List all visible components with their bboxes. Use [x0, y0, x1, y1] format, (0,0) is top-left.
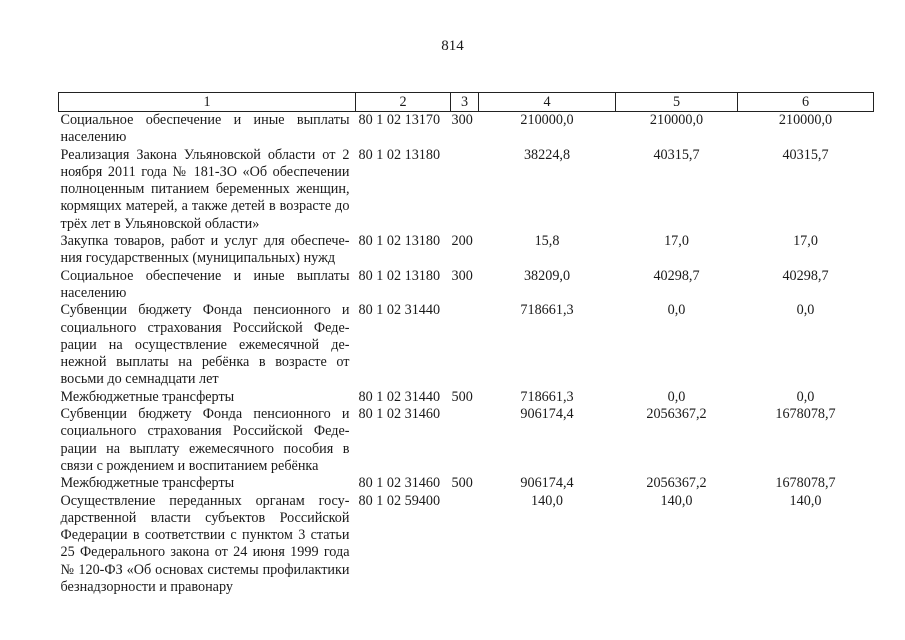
table-row: [59, 493, 874, 597]
row-name: Осуществление переданных органам государственной власти субъектов Российской Федерации в соответствии с пунктом 3 статьи 25 Федерального закона от 24 июня 1999 года № 120-ФЗ «Об основах системы профилактики безнадзорности и правонару: [60, 492, 350, 596]
header-col-2: 2: [356, 93, 451, 112]
row-value-col4: 906174,4: [520, 475, 574, 492]
table-row: [59, 233, 874, 268]
row-code: 80 1 02 13180: [358, 146, 441, 163]
table-row: [59, 302, 874, 388]
row-code: 80 1 02 31460: [358, 406, 441, 423]
row-type: 500: [451, 475, 473, 492]
row-value-col4: 140,0: [531, 492, 563, 509]
row-code: 80 1 02 13180: [358, 267, 441, 284]
table-row: [59, 147, 874, 233]
row-name: Социальное обеспечение и иные выплаты населению: [60, 267, 350, 301]
row-value-col5: 2056367,2: [646, 475, 707, 492]
row-code: 80 1 02 31460: [358, 475, 441, 492]
row-name: Субвенции бюджету Фонда пенсионного и социального страхования Российской Федерации на осуществление ежемесячной денежной выплаты на ребёнка в возрасте от восьми до семнадцати лет: [60, 302, 350, 388]
row-code: 80 1 02 59400: [358, 492, 441, 509]
header-col-4: 4: [479, 93, 616, 112]
header-col-5: 5: [616, 93, 738, 112]
row-type: 300: [451, 267, 473, 284]
row-value-col5: 17,0: [664, 233, 689, 250]
row-name: Межбюджетные трансферты: [60, 475, 235, 492]
row-code: 80 1 02 31440: [358, 388, 441, 405]
header-col-6: 6: [738, 93, 874, 112]
row-value-col6: 0,0: [796, 388, 815, 405]
row-value-col6: 140,0: [789, 492, 822, 509]
page-number: 814: [441, 38, 464, 54]
row-value-col4: 906174,4: [520, 406, 574, 423]
row-value-col4: 718661,3: [520, 388, 574, 405]
row-value-col4: 15,8: [534, 233, 560, 250]
row-value-col5: 140,0: [660, 492, 693, 509]
row-name: Межбюджетные трансферты: [60, 388, 235, 405]
row-value-col4: 38209,0: [523, 267, 571, 284]
row-value-col6: 17,0: [793, 233, 818, 250]
budget-table: [58, 92, 874, 596]
row-type: 300: [451, 112, 473, 128]
row-type: [451, 302, 479, 388]
table-row: [59, 406, 874, 475]
row-name: Социальное обеспечение и иные выплаты населению: [60, 112, 350, 146]
row-value-col6: 1678078,7: [775, 406, 836, 423]
header-row: [59, 93, 874, 112]
row-value-col5: 210000,0: [649, 112, 704, 128]
table-row: [59, 475, 874, 492]
row-code: 80 1 02 31440: [358, 302, 441, 319]
row-value-col4: 38224,8: [523, 146, 571, 163]
row-type: 200: [451, 233, 473, 250]
header-col-1: 1: [59, 93, 356, 112]
table-row: [59, 268, 874, 303]
row-name: Реализация Закона Ульяновской области от 2 ноября 2011 года № 181-ЗО «Об обеспечении полноценным питанием беременных женщин, кормящих матерей, а также детей в возрасте до трёх лет в Ульяновской области»: [60, 146, 350, 232]
row-value-col6: 40298,7: [782, 267, 829, 284]
row-value-col5: 0,0: [667, 302, 686, 319]
row-value-col5: 0,0: [667, 388, 686, 405]
row-code: 80 1 02 13180: [358, 233, 441, 250]
row-value-col6: 40315,7: [782, 146, 829, 163]
row-type: [451, 493, 479, 597]
row-value-col4: 718661,3: [520, 302, 574, 319]
row-name: Закупка товаров, работ и услуг для обеспечения государственных (муниципальных) нужд: [60, 233, 350, 267]
row-value-col5: 40298,7: [653, 267, 700, 284]
row-value-col5: 2056367,2: [646, 406, 707, 423]
row-name: Субвенции бюджету Фонда пенсионного и социального страхования Российской Федерации на выплату ежемесячного пособия в связи с рождением и воспитанием ребёнка: [60, 406, 350, 474]
row-value-col6: 210000,0: [778, 112, 833, 128]
row-value-col6: 0,0: [796, 302, 815, 319]
row-value-col5: 40315,7: [653, 146, 700, 163]
row-type: 500: [451, 388, 473, 405]
row-code: 80 1 02 13170: [358, 112, 441, 128]
row-value-col4: 210000,0: [520, 112, 574, 128]
header-col-3: 3: [451, 93, 479, 112]
row-type: [451, 147, 479, 233]
row-value-col6: 1678078,7: [775, 475, 836, 492]
row-type: [451, 406, 479, 475]
table-row: [59, 389, 874, 406]
table-row: [59, 112, 874, 147]
